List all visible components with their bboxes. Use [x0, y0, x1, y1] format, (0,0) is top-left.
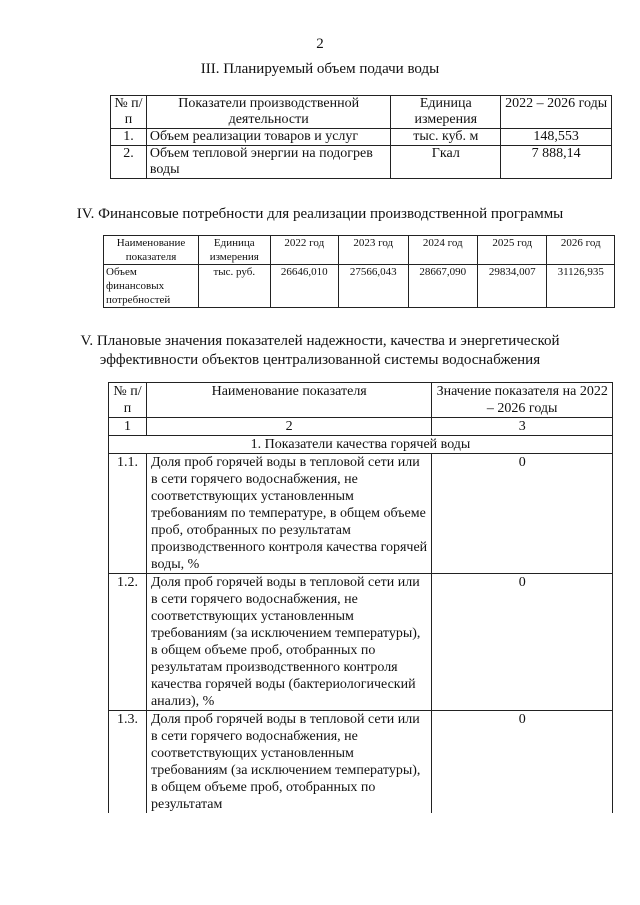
cell-unit: тыс. куб. м [391, 129, 501, 146]
header-cell: Показатели производственной деятельности [146, 96, 390, 129]
cell-value: 148,553 [501, 129, 612, 146]
cell-indicator: Доля проб горячей воды в тепловой сети или в сети горячего водоснабжения, не соответствующих установленным требованиям (за исключением температуры), в общем объеме проб, отобранных по результатам производственного контроля качества горячей воды (бактериологический анализ), % [146, 574, 431, 711]
cell-indicator: Объем тепловой энергии на подогрев воды [146, 146, 390, 179]
section3-title: III. Планируемый объем подачи воды [200, 61, 440, 77]
header-cell: № п/п [111, 96, 147, 129]
table-row [111, 146, 612, 179]
cell-value: 29834,007 [478, 265, 547, 308]
table-header-row [104, 236, 615, 265]
cell-value: 31126,935 [547, 265, 615, 308]
page-number: 2 [316, 36, 324, 52]
header-cell: № п/п [109, 383, 147, 418]
cell-value: 0 [432, 574, 613, 711]
cell-value: 28667,090 [408, 265, 477, 308]
cell-value: 0 [432, 454, 613, 574]
cell-value: 0 [432, 711, 613, 814]
header-cell: Значение показателя на 2022 – 2026 годы [432, 383, 613, 418]
column-number-row [109, 418, 613, 436]
table-row [111, 129, 612, 146]
cell-value: 26646,010 [270, 265, 338, 308]
header-cell: 2024 год [408, 236, 477, 265]
column-number: 1 [109, 418, 147, 436]
table-row [109, 711, 613, 814]
group-heading: 1. Показатели качества горячей воды [109, 436, 613, 454]
header-cell: 2026 год [547, 236, 615, 265]
cell-number: 1.3. [109, 711, 147, 814]
header-cell: 2025 год [478, 236, 547, 265]
header-cell: Единица измерения [199, 236, 271, 265]
table-financial-needs [103, 235, 615, 308]
cell-value: 7 888,14 [501, 146, 612, 179]
cell-indicator: Доля проб горячей воды в тепловой сети или в сети горячего водоснабжения, не соответствующих установленным требованиям (за исключением температуры), в общем объеме проб, отобранных по результатам [146, 711, 431, 814]
table-row [109, 574, 613, 711]
header-cell: 2022 – 2026 годы [501, 96, 612, 129]
cell-value: 27566,043 [339, 265, 408, 308]
cell-number: 1. [111, 129, 147, 146]
table-row [104, 265, 615, 308]
header-cell: 2022 год [270, 236, 338, 265]
section5-title-line2: эффективности объектов централизованной системы водоснабжения [99, 352, 541, 368]
header-cell: Единица измерения [391, 96, 501, 129]
table-quality-indicators [108, 382, 613, 813]
cell-unit: Гкал [391, 146, 501, 179]
table-header-row [109, 383, 613, 418]
header-cell: Наименование показателя [146, 383, 431, 418]
cell-indicator: Доля проб горячей воды в тепловой сети или в сети горячего водоснабжения, не соответствующих установленным требованиям по температуре, в общем объеме проб, отобранных по результатам производственного контроля качества горячей воды, % [146, 454, 431, 574]
table-water-supply [110, 95, 612, 179]
cell-unit: тыс. руб. [199, 265, 271, 308]
table-header-row [111, 96, 612, 129]
header-cell: 2023 год [339, 236, 408, 265]
cell-number: 2. [111, 146, 147, 179]
section5-title-line1: V. Плановые значения показателей надежности, качества и энергетической [80, 333, 560, 349]
cell-number: 1.1. [109, 454, 147, 574]
cell-number: 1.2. [109, 574, 147, 711]
column-number: 2 [146, 418, 431, 436]
header-cell: Наименование показателя [104, 236, 199, 265]
column-number: 3 [432, 418, 613, 436]
cell-indicator: Объем реализации товаров и услуг [146, 129, 390, 146]
section4-title: IV. Финансовые потребности для реализации производственной программы [76, 206, 564, 222]
table-row [109, 454, 613, 574]
group-row [109, 436, 613, 454]
cell-indicator: Объем финансовых потребностей [104, 265, 199, 308]
